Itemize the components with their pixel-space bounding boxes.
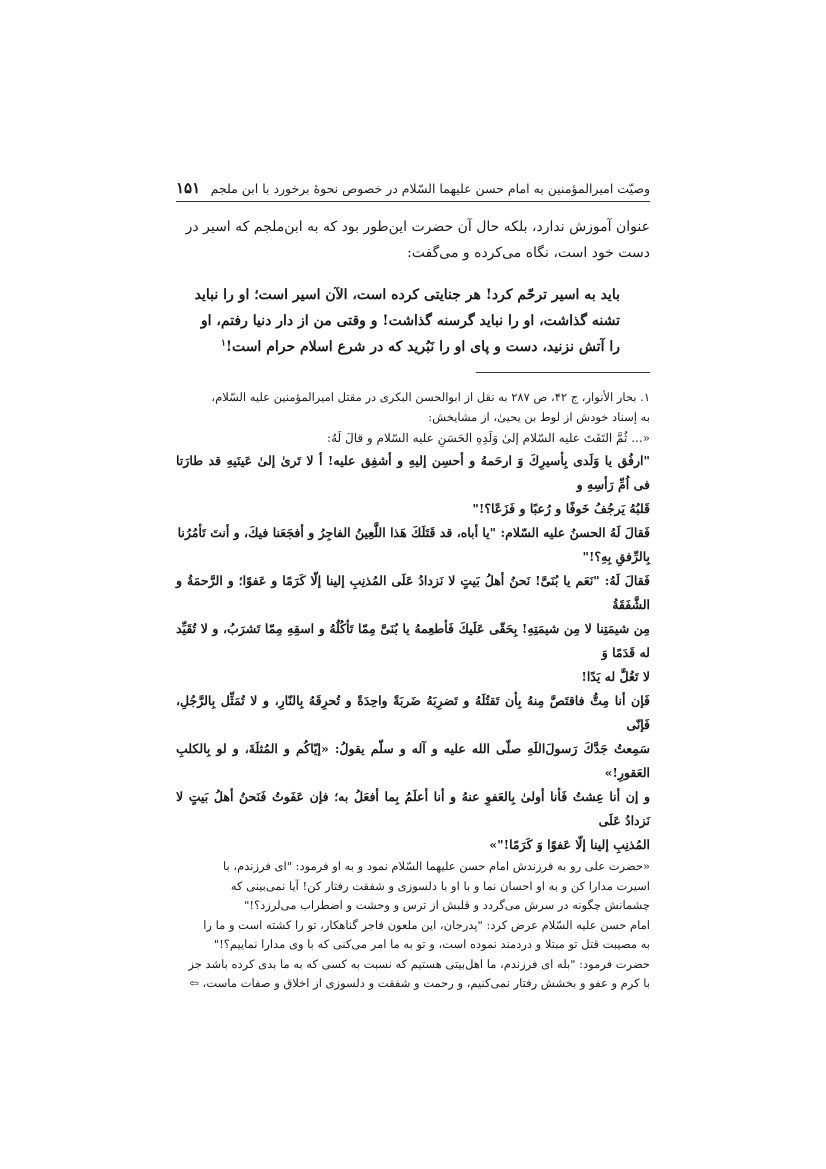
- footnote-arabic-line: فَقالَ لَهُ الحسنُ علیه السّلام: "یا أباه، قد قَتَلَكَ هَذا اللَّعِینُ الفاجِرُ و أفجَعَنا فیكَ، و أنتَ تَأمُرُنا: [177, 525, 650, 540]
- footnote-arabic-line: قَلبُهُ یَرجُفُ خَوفًا و رُعبًا و فَزَعًا؟!": [472, 501, 650, 516]
- footnote-arabic-line: لا تَغُلَّ له یَدًا!: [581, 669, 650, 684]
- body-line: دست خود است، نگاه می‌کرده و می‌گفت:: [407, 245, 650, 261]
- footnote-line: «... ثُمَّ التَفَتَ علیه السّلام إلیٰ وَلَدِهِ الحَسَنِ علیه السّلام و قالَ لَهُ:: [327, 431, 650, 445]
- footnote-line: چشمانش چگونه در سرش می‌گردد و قلبش از ترس و وحشت و اضطراب می‌لرزد؟!": [244, 898, 650, 912]
- header-divider: [176, 201, 650, 202]
- footnote-line: امام حسن علیه السّلام عرض کرد: "پدرجان، این ملعون فاجر گناهکار، تو را کشته است و ما را: [203, 917, 650, 932]
- footnote-line: ۱. بحار الأنوار، ج ۴۲، ص ۲۸۷ به نقل از ابوالحسن البکری در مقتل امیرالمؤمنین علیه السّلام،: [211, 390, 650, 404]
- footnote-arabic-line: المُذنِبِ إلینا إلّا عَفوًا وَ کَرَمًا!"»: [489, 837, 650, 852]
- footnote-arabic-line: "ارفُق یا وَلَدی بِأسیرِكَ وَ ارحَمهُ و أحسِن إلیهِ و أشفِق علیه! أ لا تَرىٰ إلىٰ عَینَیهِ قد طارَتا فی اُمِّ رَأسِهِ و: [176, 453, 650, 492]
- footnote-arabic-line: و إن أنا عِشتُ فَأنا أولىٰ بِالعَفوِ عنهُ و أنا أعلَمُ بِما أفعَلُ به؛ فإن عَفَوتُ فَنَحنُ أهلُ بَیتٍ لا نَزدادُ عَلَى: [176, 789, 650, 828]
- footnote-arabic-line: مِن شیمَتِنا لا مِن شیمَتِهِ! بِحَقّی عَلَیكَ فَأطعِمهُ یا بُنَیَّ مِمّا تَأکُلُهُ و اسقِهِ مِمّا تَشرَبُ، و لا تُقَیِّد له قَدَمًا وَ: [176, 621, 650, 660]
- footnote-arabic-line: بِالرِّفقِ بِهِ؟!": [582, 549, 650, 564]
- quote-line: [176, 334, 620, 360]
- footnote-arabic-line: سَمِعتُ جَدَّكَ رَسولَ‌اللَهِ صلّی الله علیه و آله و سلّم یقولُ: «إیّاکُم و المُثلَةَ، و لو بِالکلبِ العَقورِ!»: [176, 741, 650, 780]
- quoted-passage: [176, 282, 620, 360]
- footnote-arabic-line: فَقالَ لَهُ: "نَعَم یا بُنَیَّ! نَحنُ أهلُ بَیتٍ لا نَزدادُ عَلَی المُذنِبِ إلینا إلّا کَرَمًا و عَفوًا؛ و الرَّحمَةُ و الشَّفَقَةُ: [176, 573, 650, 612]
- body-line: عنوان آموزش ندارد، بلکه حال آن حضرت این‌طور بود که به ابن‌ملجم که اسیر در: [185, 219, 650, 235]
- footnote-line: اسیرت مدارا کن و به او احسان نما و با او با دلسوزی و شفقت رفتار کن! آیا نمی‌بینی که: [230, 878, 650, 893]
- footnote-mark: ۱: [220, 338, 226, 349]
- footnotes: [176, 388, 650, 994]
- footnote-line: با کرم و عفو و بخشش رفتار نمی‌کنیم، و رحمت و شفقت و دلسوزی از اخلاق و صفات ماست، ⇦: [189, 976, 650, 990]
- page-number: ۱۵۱: [176, 179, 201, 197]
- body-text: [176, 214, 650, 266]
- footnote-line: حضرت فرمود: "بله ای فرزندم، ما اهل‌بیتی هستیم که نسبت به کسی که به ما بدی کرده باشد جز: [188, 956, 650, 971]
- footnote-line: به مصیبت قتل تو مبتلا و دردمند نموده است، و تو به ما امر می‌کنی که با وی مدارا نماییم؟!": [213, 937, 650, 951]
- quote-line-text: را آتش نزنید، دست و پای او را نَبُرید که در شرع اسلام حرام است!: [225, 339, 620, 355]
- footnote-arabic-line: فَإن أنا مِتُّ فاقتَصَّ مِنهُ بِأن تَقتُلَهُ و تَضرِبَهُ ضَربَةً واحِدَةً و تُحرِقَهُ بِالنّارِ، و لا تُمَثِّل بِالرَّجُلِ، فَإنّی: [176, 693, 650, 732]
- footnote-line: «حضرت علی رو به فرزندش امام حسن علیهما السّلام نمود و به او فرمود: "ای فرزندم، با: [223, 859, 650, 873]
- footnote-line: به إسناد خودش از لوط بن یحییٰ، از مشایخش:: [428, 409, 650, 424]
- header-title: وصیّت امیرالمؤمنین به امام حسن علیهما السّلام در خصوص نحوهٔ برخورد با ابن ملجم: [210, 181, 650, 196]
- footnote-divider: [476, 372, 650, 373]
- quote-line: باید به اسیر ترحّم کرد! هر جنایتی کرده است، الآن اسیر است؛ او را نباید: [194, 287, 620, 303]
- running-header: [176, 178, 650, 202]
- quote-line: تشنه گذاشت، او را نباید گرسنه گذاشت! و وقتی من از دار دنیا رفتم، او: [200, 313, 620, 329]
